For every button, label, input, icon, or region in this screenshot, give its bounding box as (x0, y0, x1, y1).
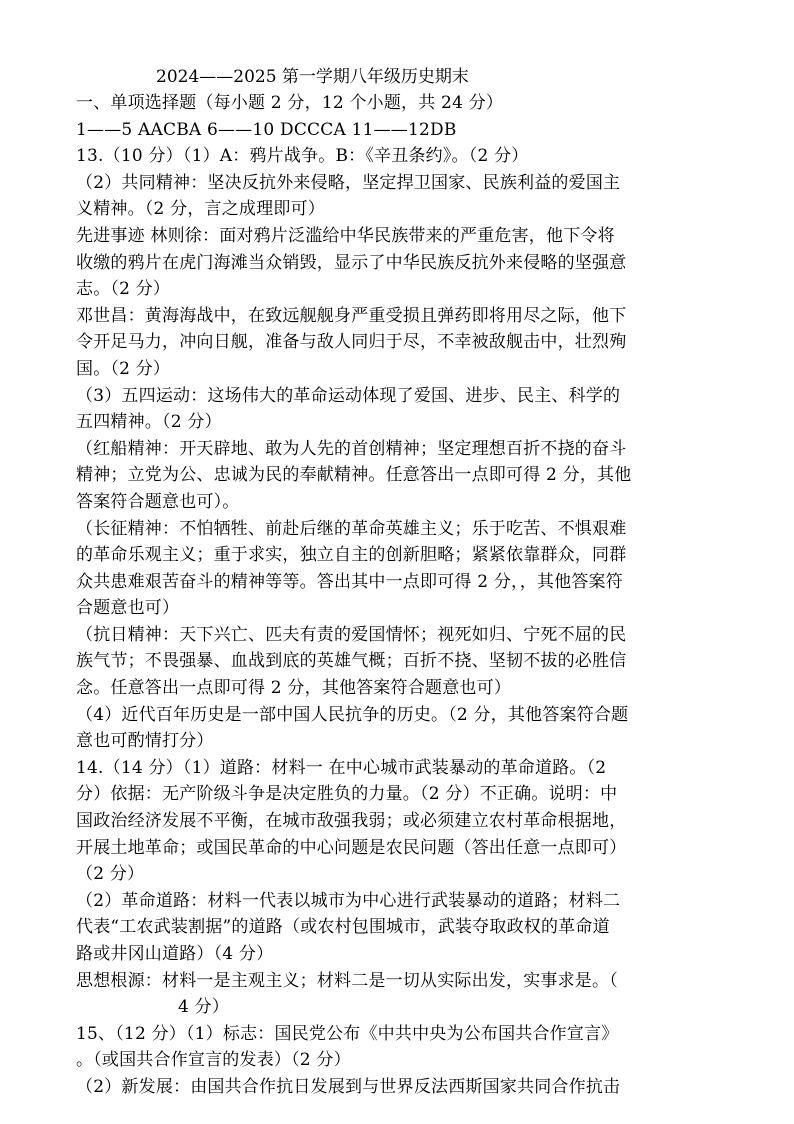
text-line: 合题意也可） (76, 598, 180, 619)
text-line: 路或井冈山道路）（4 分） (76, 944, 274, 964)
text-line: 志。（2 分） (76, 279, 171, 300)
text-line: （抗日精神：天下兴亡、匹夫有责的爱国情怀；视死如归、宁死不屈的民 (76, 624, 627, 645)
text-line: 先进事迹 林则徐：面对鸦片泛滥给中华民族带来的严重危害，他下令将 (76, 225, 615, 246)
text-line: 15、（12 分）（1）标志：国民党公布《中共中央为公布国共合作宣言》 (76, 1023, 619, 1044)
text-line: （红船精神：开天辟地、敢为人先的首创精神；坚定理想百折不挠的奋斗 (76, 438, 627, 459)
text-line: 14.（14 分）（1）道路：材料一 在中心城市武装暴动的革命道路。（2 (76, 757, 607, 778)
text-line: 收缴的鸦片在虎门海滩当众销毁，显示了中华民族反抗外来侵略的坚强意 (76, 252, 627, 273)
text-line: 众共患难艰苦奋斗的精神等等。答出其中一点即可得 2 分，，其他答案符 (76, 571, 623, 592)
text-line: 邓世昌：黄海海战中，在致远舰舰身严重受损且弹药即将用尽之际，他下 (76, 305, 627, 326)
text-line: （长征精神：不怕牺牲、前赴后继的革命英雄主义；乐于吃苦、不惧艰难 (76, 518, 627, 539)
text-line: 答案符合题意也可）。 (76, 491, 240, 512)
text-line: 4 分） (178, 997, 230, 1018)
text-line: 思想根源：材料一是主观主义；材料二是一切从实际出发，实事求是。（ (76, 970, 618, 991)
text-line: （3）五四运动：这场伟大的革命运动体现了爱国、进步、民主、科学的 (76, 385, 621, 406)
text-line: （4）近代百年历史是一部中国人民抗争的历史。（2 分，其他答案符合题 (76, 704, 629, 725)
text-line: 分）依据：无产阶级斗争是决定胜负的力量。（2 分）不正确。说明：中 (76, 784, 618, 805)
text-line: 念。任意答出一点即可得 2 分，其他答案符合题意也可） (76, 678, 512, 699)
document-page (76, 64, 726, 1101)
text-line: 国。（2 分） (76, 358, 171, 379)
text-line: 令开足马力，冲向日舰，准备与敌人同归于尽，不幸被敌舰击中，壮烈殉 (76, 332, 627, 353)
text-line: 精神；立党为公、忠诚为民的奉献精神。任意答出一点即可得 2 分，其他 (76, 465, 632, 486)
text-line: 意也可酌情打分） (76, 731, 214, 752)
text-line: 五四精神。（2 分） (76, 412, 222, 433)
text-line: （2）革命道路：材料一代表以城市为中心进行武装暴动的道路；材料二 (76, 890, 621, 911)
text-line: （2）新发展：由国共合作抗日发展到与世界反法西斯国家共同合作抗击 (76, 1076, 621, 1097)
text-line: 族气节；不畏强暴、血战到底的英雄气概；百折不挠、坚韧不拔的必胜信 (76, 651, 627, 672)
text-line: 。（或国共合作宣言的发表）（2 分） (76, 1050, 351, 1071)
text-line: 13.（10 分）（1）A：鸦片战争。B：《辛丑条约》。（2 分） (76, 146, 529, 167)
document-title: 2024——2025 第一学期八年级历史期末 (156, 67, 469, 87)
text-line: 国政治经济发展不平衡，在城市敌强我弱；或必须建立农村革命根据地， (76, 811, 627, 832)
text-line: 开展土地革命；或国民革命的中心问题是农民问题（答出任意一点即可） (76, 837, 627, 858)
text-line: 义精神。（2 分，言之成理即可） (76, 199, 325, 220)
section-heading: 一、单项选择题（每小题 2 分，12 个小题，共 24 分） (76, 93, 504, 113)
text-line: 的革命乐观主义；重于求实，独立自主的创新胆略；紧紧依靠群众，同群 (76, 545, 627, 566)
text-line: 代表“工农武装割据”的道路（或农村包围城市，武装夺取政权的革命道 (76, 917, 610, 938)
text-line: （2 分） (76, 864, 145, 885)
answer-key: 1——5 AACBA 6——10 DCCCA 11——12DB (76, 119, 457, 140)
text-line: （2）共同精神：坚决反抗外来侵略，坚定捍卫国家、民族利益的爱国主 (76, 172, 621, 193)
